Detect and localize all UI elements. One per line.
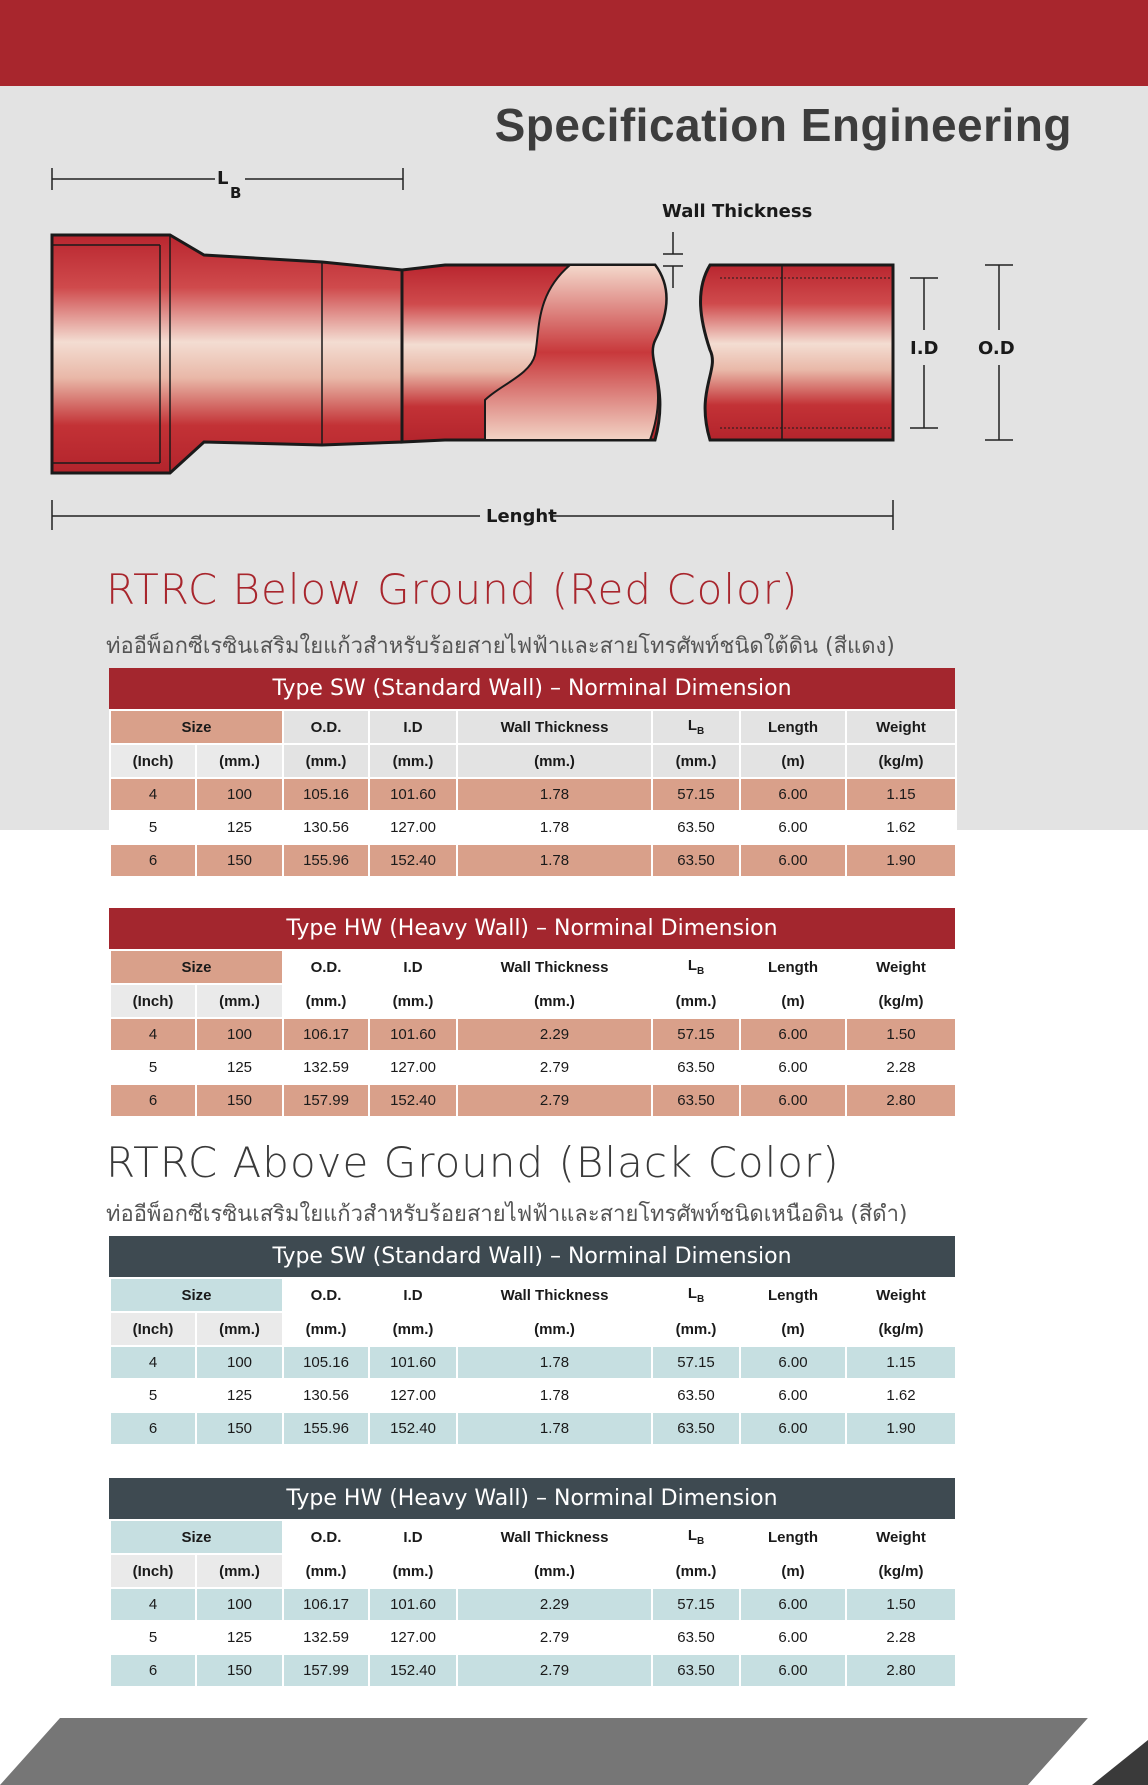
table-cell: 6.00 [740, 1588, 846, 1621]
table-cell: 157.99 [283, 1654, 369, 1687]
table-cell: 6.00 [740, 1654, 846, 1687]
table-title: Type HW (Heavy Wall) – Norminal Dimension [109, 1478, 955, 1519]
mm-unit-header: (mm.) [196, 1312, 283, 1346]
inch-unit-header: (Inch) [110, 984, 196, 1018]
mm-unit-header: (mm.) [196, 984, 283, 1018]
table-cell: 125 [196, 1379, 283, 1412]
table-cell: 1.15 [846, 778, 956, 811]
table-cell: 150 [196, 844, 283, 877]
table-cell: 101.60 [369, 1588, 457, 1621]
table-cell: 2.28 [846, 1051, 956, 1084]
table-cell: 100 [196, 1346, 283, 1379]
table-cell: 150 [196, 1084, 283, 1117]
table-cell: 127.00 [369, 1051, 457, 1084]
table-cell: 2.80 [846, 1084, 956, 1117]
id-label: I.D [910, 338, 939, 359]
length-dimension [52, 500, 893, 530]
table-cell: 152.40 [369, 1084, 457, 1117]
od-unit: (mm.) [283, 1312, 369, 1346]
table-cell: 1.90 [846, 1412, 956, 1445]
od-label: O.D [978, 338, 1015, 359]
lb-header-letter: L [687, 1527, 697, 1544]
table-cell: 6.00 [740, 1379, 846, 1412]
table-cell: 127.00 [369, 811, 457, 844]
below-ground-sw-table [109, 668, 955, 878]
wall-thickness-header: Wall Thickness [457, 1520, 652, 1554]
table-cell: 2.79 [457, 1621, 652, 1654]
table-row [110, 1621, 956, 1654]
wall-thickness-unit: (mm.) [457, 744, 652, 778]
table-cell: 5 [110, 1379, 196, 1412]
wall-thickness-unit: (mm.) [457, 1312, 652, 1346]
table-cell: 150 [196, 1412, 283, 1445]
table-cell: 63.50 [652, 1084, 740, 1117]
table-cell: 1.78 [457, 844, 652, 877]
table-cell: 5 [110, 811, 196, 844]
table-cell: 127.00 [369, 1379, 457, 1412]
table-row [110, 1588, 956, 1621]
lb-header [652, 950, 740, 984]
lb-header [652, 710, 740, 744]
inch-unit-header: (Inch) [110, 1312, 196, 1346]
id-header: I.D [369, 1520, 457, 1554]
table-cell: 105.16 [283, 1346, 369, 1379]
table-cell: 4 [110, 1588, 196, 1621]
table-cell: 132.59 [283, 1621, 369, 1654]
od-unit: (mm.) [283, 1554, 369, 1588]
weight-header: Weight [846, 950, 956, 984]
table-cell: 106.17 [283, 1588, 369, 1621]
table-cell: 155.96 [283, 1412, 369, 1445]
table-cell: 101.60 [369, 778, 457, 811]
lb-unit: (mm.) [652, 744, 740, 778]
od-header: O.D. [283, 710, 369, 744]
above-ground-sw-table [109, 1236, 955, 1446]
table-cell: 6 [110, 1654, 196, 1687]
table-cell: 63.50 [652, 1621, 740, 1654]
table-row [110, 844, 956, 877]
inch-unit-header: (Inch) [110, 1554, 196, 1588]
table-cell: 155.96 [283, 844, 369, 877]
below-ground-hw-table [109, 908, 955, 1118]
table-cell: 6 [110, 1412, 196, 1445]
size-header: Size [110, 950, 283, 984]
spec-table [109, 949, 957, 1118]
table-cell: 6.00 [740, 1621, 846, 1654]
lb-dimension [52, 168, 403, 202]
id-header: I.D [369, 1278, 457, 1312]
lb-header-letter: L [687, 1285, 697, 1302]
table-cell: 2.79 [457, 1654, 652, 1687]
table-cell: 125 [196, 811, 283, 844]
table-cell: 6 [110, 844, 196, 877]
above-ground-subtitle: ท่ออีพ็อกซีเรซินเสริมใยแก้วสำหรับร้อยสายไฟฟ้าและสายโทรศัพท์ชนิดเหนือดิน (สีดำ) [106, 1202, 908, 1227]
table-cell: 1.50 [846, 1018, 956, 1051]
size-header: Size [110, 1520, 283, 1554]
above-ground-hw-table [109, 1478, 955, 1688]
wall-thickness-header: Wall Thickness [457, 1278, 652, 1312]
weight-unit: (kg/m) [846, 1312, 956, 1346]
table-cell: 4 [110, 1018, 196, 1051]
table-cell: 57.15 [652, 778, 740, 811]
table-title: Type HW (Heavy Wall) – Norminal Dimension [109, 908, 955, 949]
lb-unit: (mm.) [652, 1554, 740, 1588]
table-cell: 4 [110, 1346, 196, 1379]
mm-unit-header: (mm.) [196, 1554, 283, 1588]
length-label: Lenght [486, 506, 557, 527]
table-cell: 125 [196, 1051, 283, 1084]
wall-thickness-header: Wall Thickness [457, 950, 652, 984]
length-unit: (m) [740, 1554, 846, 1588]
weight-unit: (kg/m) [846, 984, 956, 1018]
lb-header-subscript: B [696, 966, 705, 977]
table-row [110, 1051, 956, 1084]
table-cell: 100 [196, 1018, 283, 1051]
lb-header [652, 1278, 740, 1312]
table-cell: 1.15 [846, 1346, 956, 1379]
wall-thickness-header: Wall Thickness [457, 710, 652, 744]
table-cell: 2.29 [457, 1018, 652, 1051]
table-cell: 57.15 [652, 1346, 740, 1379]
above-ground-title: RTRC Above Ground (Black Color) [106, 1138, 840, 1187]
below-ground-title: RTRC Below Ground (Red Color) [106, 565, 799, 614]
od-header: O.D. [283, 1278, 369, 1312]
pipe-bell-end [52, 235, 402, 473]
table-cell: 1.78 [457, 1379, 652, 1412]
size-header: Size [110, 1278, 283, 1312]
table-cell: 57.15 [652, 1018, 740, 1051]
table-cell: 2.79 [457, 1084, 652, 1117]
table-cell: 100 [196, 1588, 283, 1621]
table-cell: 2.28 [846, 1621, 956, 1654]
table-row [110, 811, 956, 844]
table-cell: 132.59 [283, 1051, 369, 1084]
table-cell: 100 [196, 778, 283, 811]
pipe-dimension-diagram [30, 160, 1090, 540]
wall-thickness-unit: (mm.) [457, 1554, 652, 1588]
table-cell: 101.60 [369, 1346, 457, 1379]
table-cell: 1.78 [457, 778, 652, 811]
table-row [110, 1018, 956, 1051]
table-cell: 63.50 [652, 811, 740, 844]
lb-label: L [217, 168, 229, 189]
lb-subscript: B [230, 184, 242, 202]
table-row [110, 1412, 956, 1445]
length-unit: (m) [740, 744, 846, 778]
table-cell: 1.78 [457, 1412, 652, 1445]
length-header: Length [740, 1520, 846, 1554]
table-cell: 57.15 [652, 1588, 740, 1621]
below-ground-subtitle: ท่ออีพ็อกซีเรซินเสริมใยแก้วสำหรับร้อยสายไฟฟ้าและสายโทรศัพท์ชนิดใต้ดิน (สีแดง) [106, 634, 895, 659]
page-title: Specification Engineering [494, 99, 1072, 151]
lb-header-subscript: B [696, 726, 705, 737]
table-cell: 63.50 [652, 1379, 740, 1412]
id-unit: (mm.) [369, 1554, 457, 1588]
table-cell: 127.00 [369, 1621, 457, 1654]
table-cell: 6.00 [740, 844, 846, 877]
id-unit: (mm.) [369, 984, 457, 1018]
spec-table [109, 1277, 957, 1446]
table-cell: 152.40 [369, 1412, 457, 1445]
table-cell: 63.50 [652, 1051, 740, 1084]
table-cell: 152.40 [369, 1654, 457, 1687]
table-title: Type SW (Standard Wall) – Norminal Dimension [109, 1236, 955, 1277]
lb-header-subscript: B [696, 1536, 705, 1547]
table-cell: 157.99 [283, 1084, 369, 1117]
pipe-body-right [701, 265, 893, 440]
table-cell: 150 [196, 1654, 283, 1687]
lb-header-letter: L [687, 717, 697, 734]
table-cell: 6 [110, 1084, 196, 1117]
length-header: Length [740, 950, 846, 984]
mm-unit-header: (mm.) [196, 744, 283, 778]
od-dimension [978, 265, 1015, 440]
weight-unit: (kg/m) [846, 1554, 956, 1588]
lb-unit: (mm.) [652, 1312, 740, 1346]
table-row [110, 1379, 956, 1412]
table-cell: 130.56 [283, 811, 369, 844]
lb-header [652, 1520, 740, 1554]
table-cell: 4 [110, 778, 196, 811]
table-cell: 5 [110, 1621, 196, 1654]
table-cell: 63.50 [652, 1412, 740, 1445]
id-unit: (mm.) [369, 744, 457, 778]
id-unit: (mm.) [369, 1312, 457, 1346]
table-cell: 2.29 [457, 1588, 652, 1621]
length-unit: (m) [740, 1312, 846, 1346]
table-cell: 6.00 [740, 1346, 846, 1379]
length-header: Length [740, 710, 846, 744]
od-unit: (mm.) [283, 744, 369, 778]
table-cell: 152.40 [369, 844, 457, 877]
id-header: I.D [369, 950, 457, 984]
lb-unit: (mm.) [652, 984, 740, 1018]
table-cell: 63.50 [652, 1654, 740, 1687]
inch-unit-header: (Inch) [110, 744, 196, 778]
table-row [110, 1654, 956, 1687]
table-cell: 106.17 [283, 1018, 369, 1051]
lb-header-subscript: B [696, 1294, 705, 1305]
table-cell: 1.90 [846, 844, 956, 877]
table-cell: 6.00 [740, 811, 846, 844]
table-cell: 63.50 [652, 844, 740, 877]
weight-header: Weight [846, 1520, 956, 1554]
length-header: Length [740, 1278, 846, 1312]
od-unit: (mm.) [283, 984, 369, 1018]
table-cell: 5 [110, 1051, 196, 1084]
table-cell: 1.78 [457, 811, 652, 844]
table-cell: 6.00 [740, 1412, 846, 1445]
table-cell: 1.50 [846, 1588, 956, 1621]
wall-thickness-unit: (mm.) [457, 984, 652, 1018]
spec-table [109, 709, 957, 878]
table-cell: 1.62 [846, 811, 956, 844]
bottom-decor-band [0, 1718, 1148, 1785]
table-cell: 2.79 [457, 1051, 652, 1084]
table-row [110, 778, 956, 811]
table-cell: 6.00 [740, 778, 846, 811]
weight-unit: (kg/m) [846, 744, 956, 778]
table-cell: 1.78 [457, 1346, 652, 1379]
table-cell: 130.56 [283, 1379, 369, 1412]
id-header: I.D [369, 710, 457, 744]
weight-header: Weight [846, 1278, 956, 1312]
weight-header: Weight [846, 710, 956, 744]
table-cell: 6.00 [740, 1018, 846, 1051]
spec-table [109, 1519, 957, 1688]
lb-header-letter: L [687, 957, 697, 974]
table-row [110, 1084, 956, 1117]
table-title: Type SW (Standard Wall) – Norminal Dimension [109, 668, 955, 709]
table-cell: 101.60 [369, 1018, 457, 1051]
table-cell: 6.00 [740, 1084, 846, 1117]
table-row [110, 1346, 956, 1379]
od-header: O.D. [283, 1520, 369, 1554]
id-dimension [910, 278, 938, 428]
top-brand-band [0, 0, 1148, 86]
table-cell: 125 [196, 1621, 283, 1654]
table-cell: 1.62 [846, 1379, 956, 1412]
od-header: O.D. [283, 950, 369, 984]
size-header: Size [110, 710, 283, 744]
wall-thickness-label: Wall Thickness [662, 201, 813, 222]
table-cell: 105.16 [283, 778, 369, 811]
length-unit: (m) [740, 984, 846, 1018]
table-cell: 6.00 [740, 1051, 846, 1084]
table-cell: 2.80 [846, 1654, 956, 1687]
